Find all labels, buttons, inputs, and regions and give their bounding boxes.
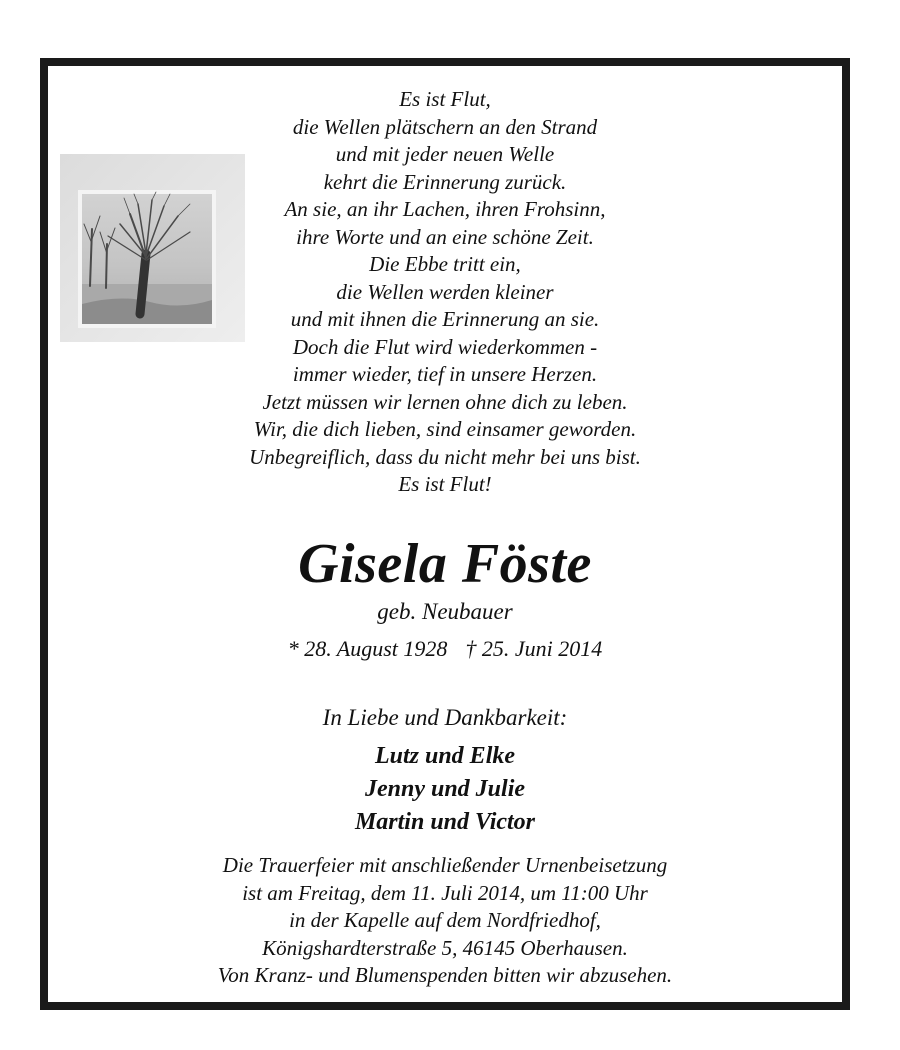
mourner-names: Martin und Victor [354, 809, 536, 835]
funeral-line: Von Kranz- und Blumenspenden bitten wir abzusehen. [217, 963, 673, 987]
poem-line: Es ist Flut, [399, 87, 491, 111]
poem-line: und mit jeder neuen Welle [335, 142, 555, 166]
funeral-details [48, 852, 842, 990]
funeral-line: ist am Freitag, dem 11. Juli 2014, um 11:00 Uhr [242, 880, 648, 905]
mourners-list [48, 740, 842, 839]
poem-line: Wir, die dich lieben, sind einsamer geworden. [253, 417, 637, 441]
poem [48, 86, 842, 499]
poem-line: und mit ihnen die Erinnerung an sie. [290, 307, 600, 331]
funeral-line: Königshardterstraße 5, 46145 Oberhausen. [262, 935, 628, 960]
poem-line: immer wieder, tief in unsere Herzen. [292, 362, 598, 386]
mourner-names: Jenny und Julie [364, 776, 526, 802]
poem-line: die Wellen werden kleiner [336, 279, 554, 304]
poem-line: Jetzt müssen wir lernen ohne dich zu leben. [262, 389, 628, 414]
obituary-notice [40, 58, 850, 1010]
poem-line: kehrt die Erinnerung zurück. [323, 169, 567, 194]
funeral-line: Die Trauerfeier mit anschließender Urnenbeisetzung [222, 853, 668, 877]
death-date: † 25. Juni 2014 [465, 636, 603, 661]
life-dates [48, 634, 842, 664]
thanks-line: In Liebe und Dankbarkeit: [322, 705, 568, 730]
poem-line: Doch die Flut wird wiederkommen - [292, 334, 598, 359]
poem-line: An sie, an ihr Lachen, ihren Frohsinn, [284, 197, 606, 221]
poem-line: Unbegreiflich, dass du nicht mehr bei uns bist. [249, 444, 641, 469]
poem-line: Es ist Flut! [398, 472, 492, 496]
birth-date: * 28. August 1928 [287, 636, 448, 661]
mourner-names: Lutz und Elke [374, 743, 516, 769]
poem-line: die Wellen plätschern an den Strand [292, 114, 598, 139]
poem-line: Die Ebbe tritt ein, [369, 252, 521, 276]
deceased-name: Gisela Föste [298, 533, 592, 595]
funeral-line: in der Kapelle auf dem Nordfriedhof, [289, 908, 601, 932]
poem-line: ihre Worte und an eine schöne Zeit. [296, 224, 594, 249]
maiden-name: geb. Neubauer [377, 599, 513, 624]
